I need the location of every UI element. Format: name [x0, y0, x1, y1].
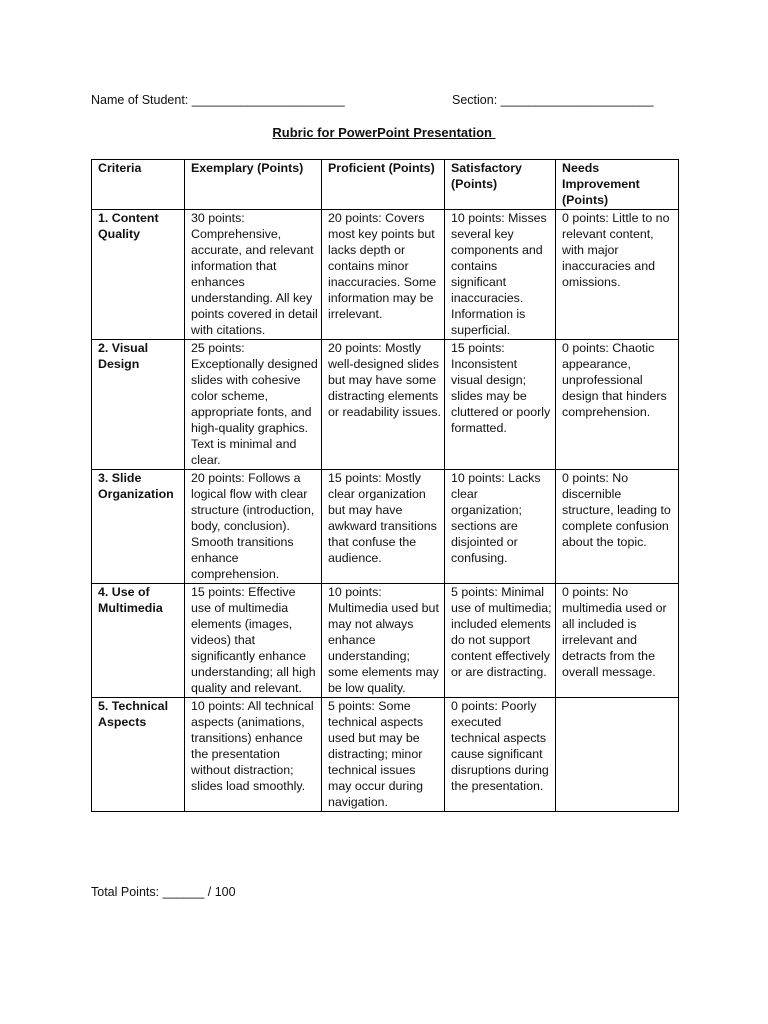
proficient-cell: 15 points: Mostly clear organization but may have awkward transitions that confuse the audience.: [322, 470, 445, 584]
needs-improvement-cell: 0 points: No discernible structure, leading to complete confusion about the topic.: [556, 470, 679, 584]
header-satisfactory: Satisfactory (Points): [445, 160, 556, 210]
table-row: [92, 210, 679, 340]
section-line: Section: ______________________: [452, 93, 654, 107]
satisfactory-cell: 10 points: Lacks clear organization; sections are disjointed or confusing.: [445, 470, 556, 584]
header-exemplary: Exemplary (Points): [185, 160, 322, 210]
satisfactory-cell: 0 points: Poorly executed technical aspects cause significant disruptions during the presentation.: [445, 698, 556, 812]
table-row: [92, 340, 679, 470]
table-row: [92, 470, 679, 584]
exemplary-cell: 10 points: All technical aspects (animations, transitions) enhance the presentation without distraction; slides load smoothly.: [185, 698, 322, 812]
needs-improvement-cell: [556, 698, 679, 812]
student-name-line: Name of Student: ______________________: [91, 93, 345, 107]
exemplary-cell: 20 points: Follows a logical flow with clear structure (introduction, body, conclusion). Smooth transitions enhance comprehension.: [185, 470, 322, 584]
header-proficient: Proficient (Points): [322, 160, 445, 210]
satisfactory-cell: 10 points: Misses several key components and contains significant inaccuracies. Information is superficial.: [445, 210, 556, 340]
satisfactory-cell: 15 points: Inconsistent visual design; slides may be cluttered or poorly formatted.: [445, 340, 556, 470]
needs-improvement-cell: 0 points: Chaotic appearance, unprofessional design that hinders comprehension.: [556, 340, 679, 470]
proficient-cell: 20 points: Mostly well-designed slides but may have some distracting elements or readability issues.: [322, 340, 445, 470]
needs-improvement-cell: 0 points: No multimedia used or all included is irrelevant and detracts from the overall message.: [556, 584, 679, 698]
header-criteria: Criteria: [92, 160, 185, 210]
rubric-table: [91, 159, 679, 812]
criteria-cell: 2. Visual Design: [92, 340, 185, 470]
rubric-title-text: Rubric for PowerPoint Presentation: [272, 125, 496, 140]
proficient-cell: 20 points: Covers most key points but lacks depth or contains minor inaccuracies. Some information may be irrelevant.: [322, 210, 445, 340]
table-row: [92, 698, 679, 812]
criteria-cell: 1. Content Quality: [92, 210, 185, 340]
satisfactory-cell: 5 points: Minimal use of multimedia; included elements do not support content effectively or are distracting.: [445, 584, 556, 698]
proficient-cell: 5 points: Some technical aspects used but may be distracting; minor technical issues may occur during navigation.: [322, 698, 445, 812]
proficient-cell: 10 points: Multimedia used but may not always enhance understanding; some elements may be low quality.: [322, 584, 445, 698]
exemplary-cell: 15 points: Effective use of multimedia elements (images, videos) that significantly enhance understanding; all high quality and relevant.: [185, 584, 322, 698]
rubric-title: [0, 125, 768, 141]
criteria-cell: 5. Technical Aspects: [92, 698, 185, 812]
criteria-cell: 4. Use of Multimedia: [92, 584, 185, 698]
exemplary-cell: 30 points: Comprehensive, accurate, and relevant information that enhances understanding. All key points covered in detail with citations.: [185, 210, 322, 340]
exemplary-cell: 25 points: Exceptionally designed slides with cohesive color scheme, appropriate fonts, and high-quality graphics. Text is minimal and clear.: [185, 340, 322, 470]
needs-improvement-cell: 0 points: Little to no relevant content, with major inaccuracies and omissions.: [556, 210, 679, 340]
table-row: [92, 584, 679, 698]
total-points-line: Total Points: ______ / 100: [91, 885, 236, 899]
criteria-cell: 3. Slide Organization: [92, 470, 185, 584]
table-header-row: [92, 160, 679, 210]
header-needs-improvement: Needs Improvement (Points): [556, 160, 679, 210]
